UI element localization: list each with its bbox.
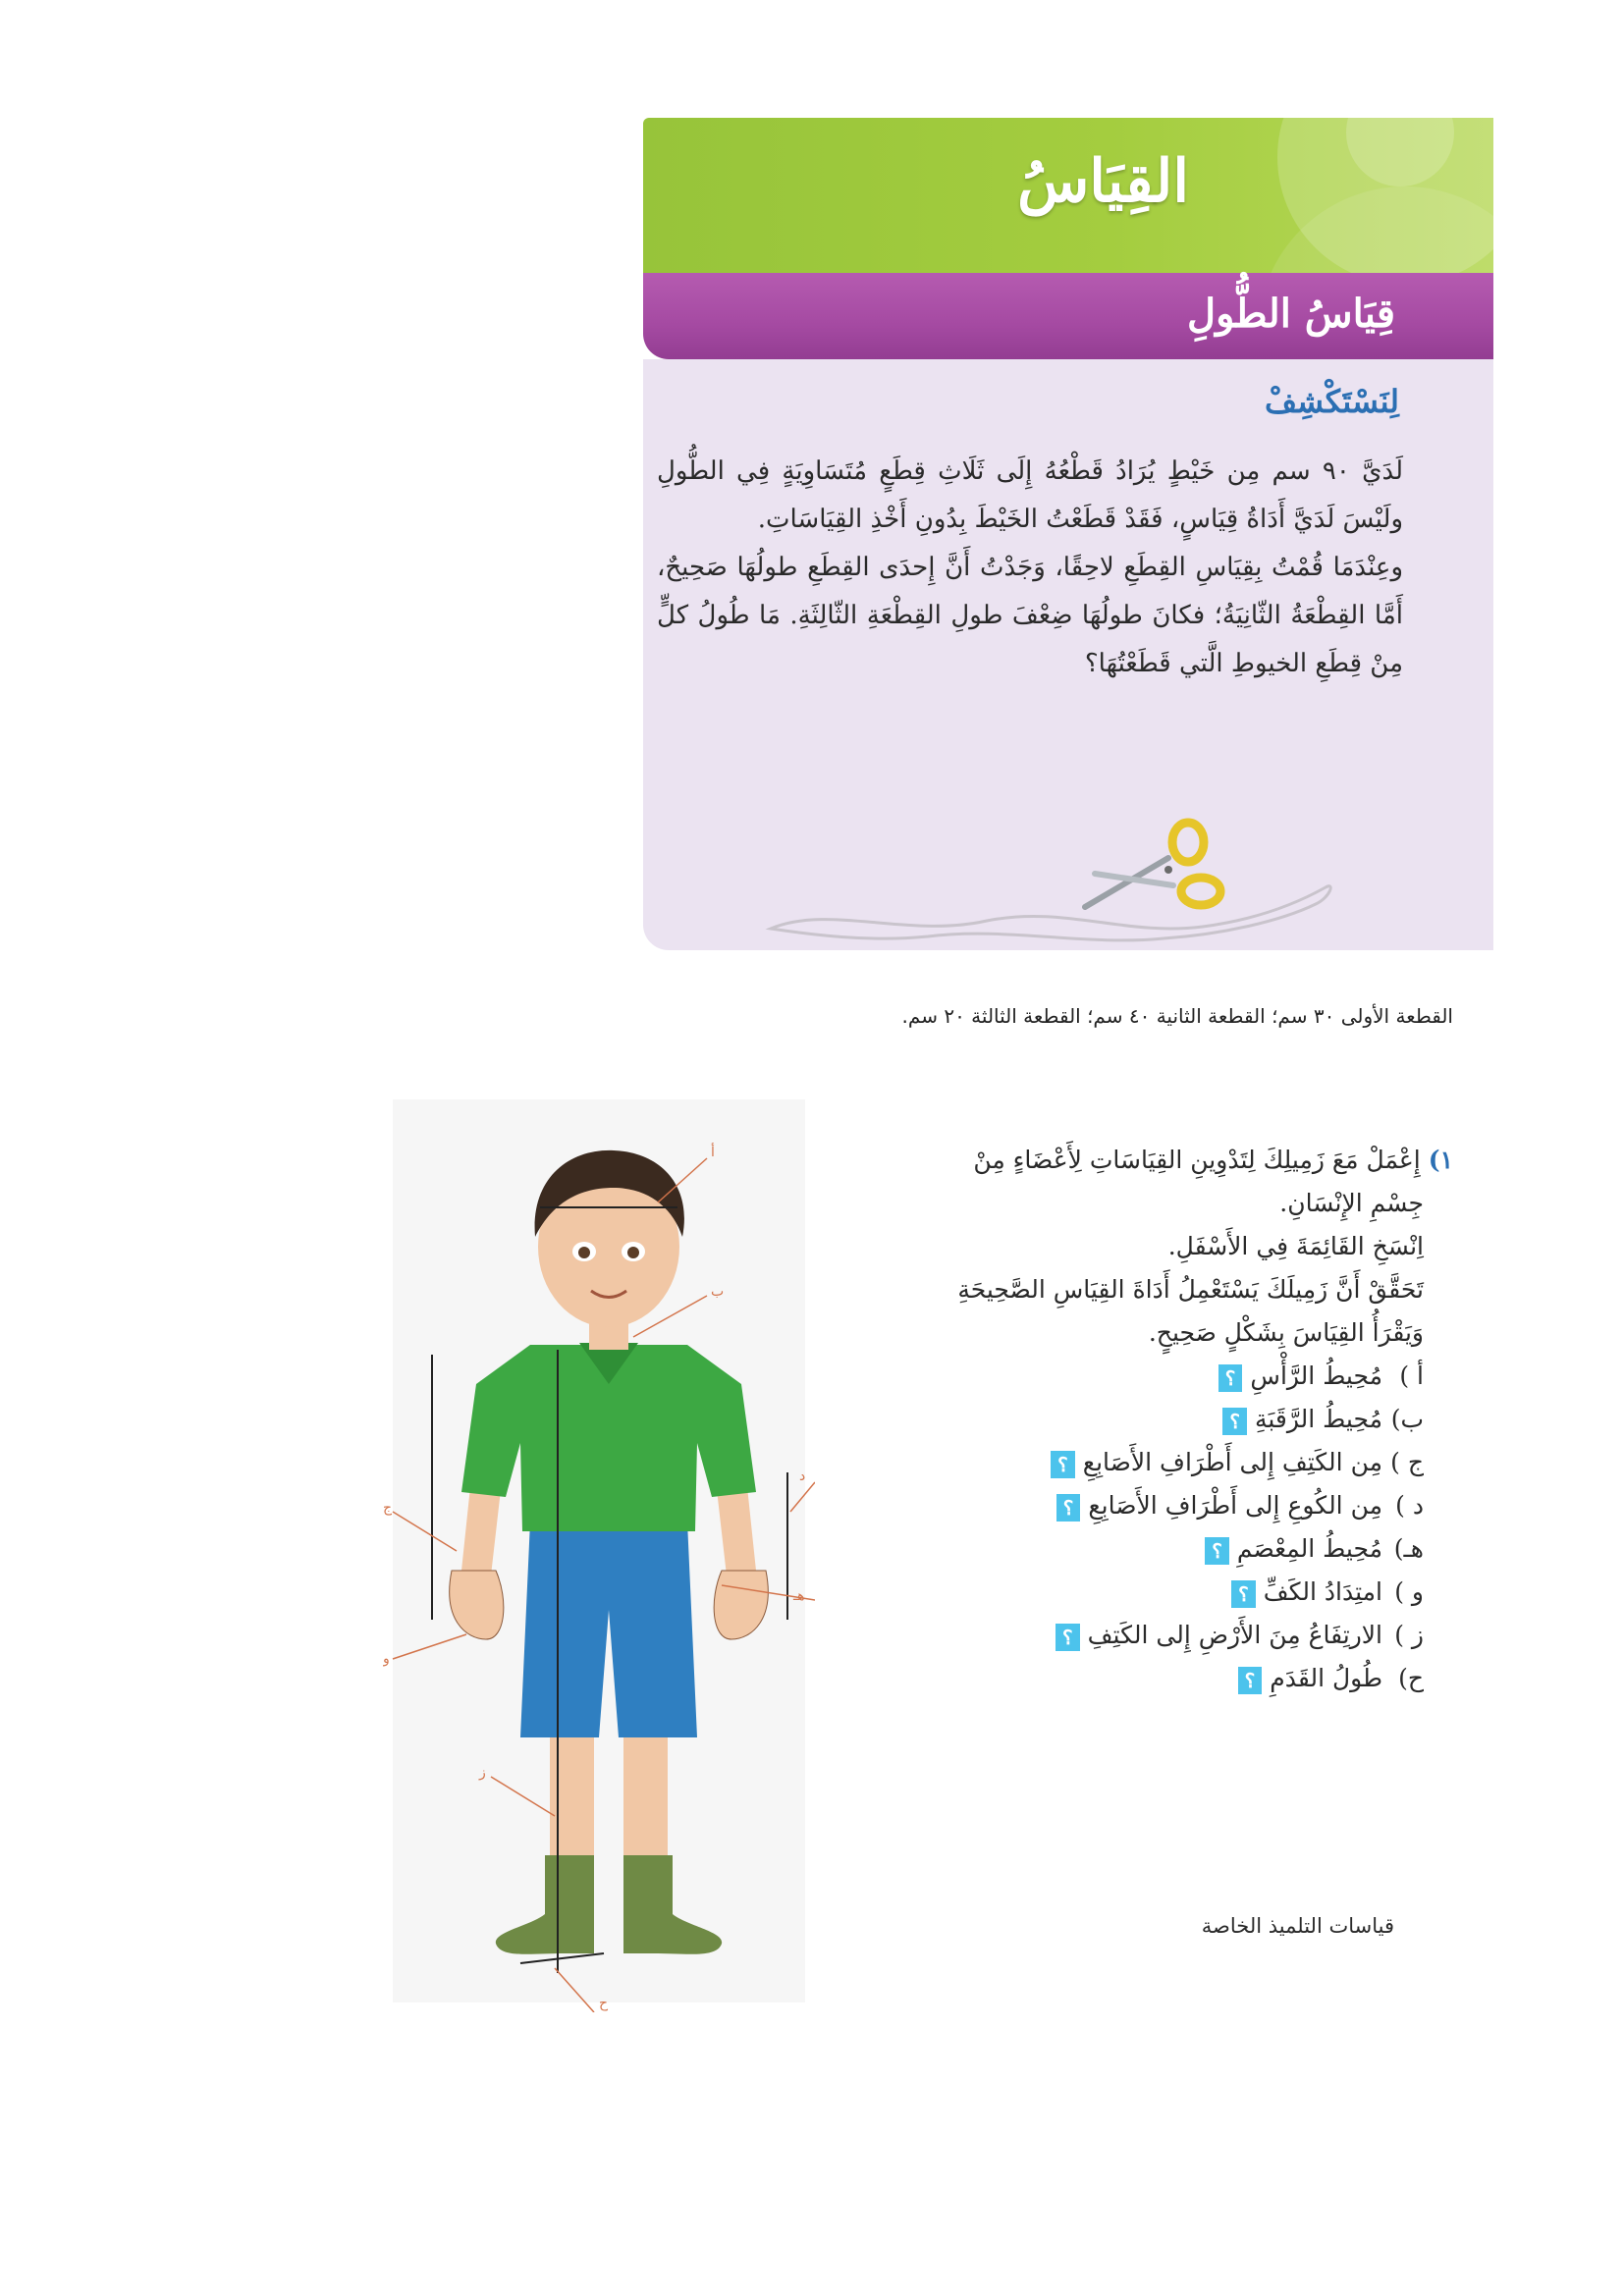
figure-label-c: ج — [383, 1500, 393, 1516]
exercise-block — [864, 1139, 1453, 1700]
exercise-instruction-1: إِعْمَلْ مَعَ زَمِيلِكَ لِتَدْوِينِ القِيَاسَاتِ لِأَعْضَاءٍ مِنْ — [973, 1146, 1421, 1174]
list-item: أ )مُحِيطُ الرَّأْسِ؟ — [864, 1355, 1453, 1398]
answer-box[interactable]: ؟ — [1218, 1364, 1243, 1392]
figure-label-b: ب — [711, 1284, 725, 1300]
lesson-title: قِيَاسُ الطُّولِ — [1187, 291, 1395, 337]
list-item: ب)مُحِيطُ الرَّقَبَةِ؟ — [864, 1398, 1453, 1441]
explore-heading: لِنَسْتَكْشِفْ — [1265, 383, 1399, 420]
lesson-title-bar — [643, 273, 1493, 359]
answer-box[interactable]: ؟ — [1056, 1494, 1081, 1522]
explore-paragraph-1: لَدَيَّ ٩٠ سم مِن خَيْطٍ يُرَادُ قَطْعُهُ إِلَى ثَلَاثِ قِطَعٍ مُتَسَاوِيَةٍ فِي الطُّولِ ولَيْسَ لَدَيَّ أَدَاةُ قِيَاسٍ، فَقَدْ قَطَعْتُ الخَيْطَ بِدُونِ أَخْذِ القِيَاسَاتِ. — [657, 456, 1404, 534]
student-note: قياسات التلميذ الخاصة — [1201, 1914, 1394, 1938]
answer-text: القطعة الأولى ٣٠ سم؛ القطعة الثانية ٤٠ سم؛ القطعة الثالثة ٢٠ سم. — [901, 1004, 1453, 1028]
list-item: و )امتِدَادُ الكَفِّ؟ — [864, 1571, 1453, 1614]
figure-label-d: د — [799, 1468, 806, 1484]
figure-label-z: ز — [479, 1765, 486, 1781]
answer-box[interactable]: ؟ — [1205, 1537, 1229, 1565]
list-item: ح)طُولُ القَدَمِ؟ — [864, 1657, 1453, 1700]
list-item: ز )الارتِفَاعُ مِنَ الأَرْضِ إِلى الكَتِفِ؟ — [864, 1614, 1453, 1657]
exercise-instruction-3: اِنْسَخِ القَائِمَةَ فِي الأَسْفَلِ. — [1167, 1232, 1424, 1260]
explore-box — [643, 359, 1493, 950]
figure-label-h: هـ — [793, 1588, 805, 1604]
list-item: د )مِن الكُوعِ إِلى أَطْرَافِ الأَصَابِعِ؟ — [864, 1484, 1453, 1527]
exercise-number: ١) — [1428, 1146, 1453, 1174]
thread-icon — [771, 886, 1330, 940]
scissors-thread-illustration — [751, 811, 1340, 948]
exercise-instruction-4: تَحَقَّقْ أَنَّ زَمِيلَكَ يَسْتَعْمِلُ أَدَاةَ القِيَاسِ الصَّحِيحَةِ — [957, 1275, 1424, 1304]
answer-box[interactable]: ؟ — [1222, 1408, 1247, 1435]
answer-box[interactable]: ؟ — [1056, 1624, 1080, 1651]
scissors-icon — [1085, 823, 1220, 907]
exercise-line-1 — [864, 1139, 1453, 1182]
answer-box[interactable]: ؟ — [1238, 1667, 1263, 1694]
list-item: ج )مِن الكَتِفِ إِلى أَطْرَافِ الأَصَابِعِ؟ — [864, 1441, 1453, 1484]
chapter-banner — [643, 118, 1493, 275]
figure-label-w: و — [383, 1651, 390, 1667]
exercise-instruction-2: جِسْمِ الإِنْسَانِ. — [1279, 1189, 1424, 1217]
boy-measurement-figure — [383, 1090, 815, 2012]
chapter-title: القِيَاسُ — [1017, 147, 1189, 216]
explore-text — [657, 448, 1403, 688]
explore-paragraph-2: وعِنْدَمَا قُمْتُ بِقِيَاسِ القِطَعِ لاحِقًا، وَجَدْتُ أَنَّ إِحدَى القِطَعِ طولُهَا صَحِيحٌ، أَمَّا القِطْعَةُ الثّانِيَةُ؛ فكانَ طولُهَا ضِعْفَ طولِ القِطْعَةِ الثّالِثَةِ. مَا طُولُ كلٍّ مِنْ قِطَعِ الخيوطِ الَّتي قَطَعْتُهَا؟ — [657, 553, 1403, 678]
shorts — [520, 1522, 697, 1737]
exercise-instruction-5: وَيَقْرَأُ القِيَاسَ بِشَكْلٍ صَحِيحٍ. — [1148, 1318, 1424, 1347]
figure-label-ha: ح — [599, 1996, 609, 2011]
answer-box[interactable]: ؟ — [1231, 1580, 1256, 1608]
list-item: هـ)مُحِيطُ المِعْصَمِ؟ — [864, 1527, 1453, 1571]
figure-label-a: أ — [711, 1145, 715, 1160]
answer-box[interactable]: ؟ — [1051, 1451, 1075, 1478]
